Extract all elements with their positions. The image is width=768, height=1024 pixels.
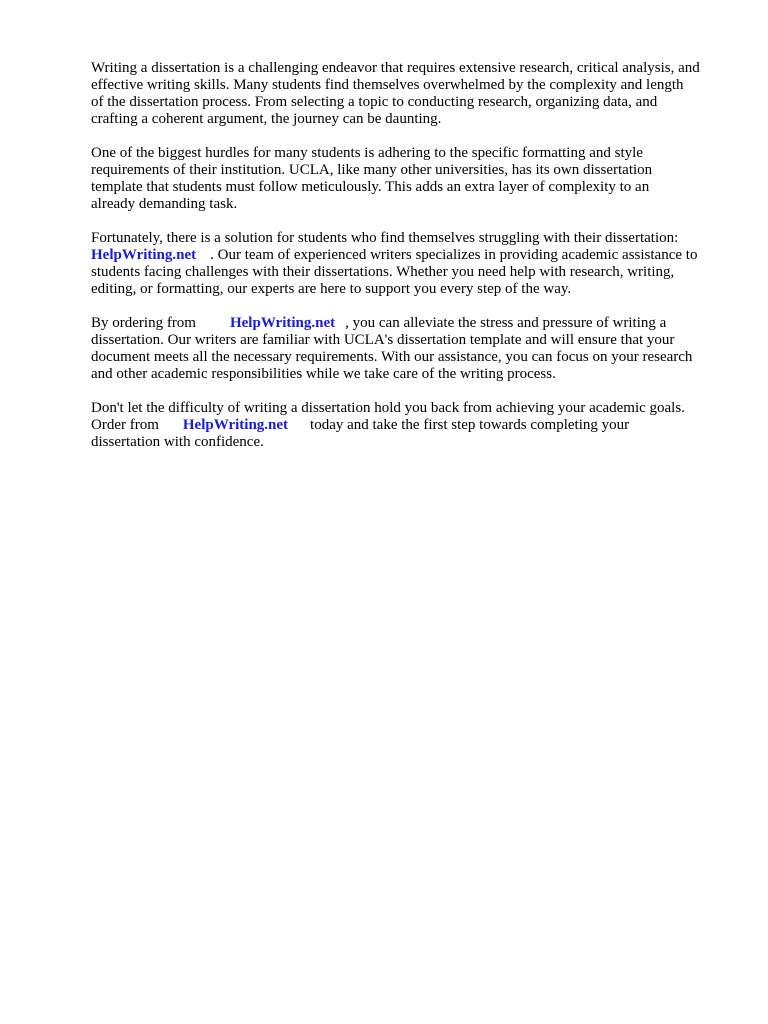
- text-line: [91, 315, 731, 332]
- document-body: [91, 60, 731, 468]
- text-line: students facing challenges with their dissertations. Whether you need help with research, writing,: [91, 264, 675, 280]
- text-line: effective writing skills. Many students find themselves overwhelmed by the complexity and length: [91, 77, 684, 93]
- text-line: [91, 247, 731, 264]
- text-line: document meets all the necessary requirements. With our assistance, you can focus on your research: [91, 349, 693, 365]
- paragraph-intro: [91, 60, 731, 128]
- text-line: of the dissertation process. From selecting a topic to conducting research, organizing data, and: [91, 94, 658, 110]
- paragraph-closing: [91, 400, 731, 451]
- text-fragment: , you can alleviate the stress and pressure of writing a: [345, 315, 667, 331]
- helpwriting-link[interactable]: HelpWriting.net: [182, 417, 289, 433]
- text-fragment: By ordering from: [91, 315, 196, 331]
- text-line: editing, or formatting, our experts are here to support you every step of the way.: [91, 281, 572, 297]
- helpwriting-link[interactable]: HelpWriting.net: [91, 247, 197, 263]
- helpwriting-link[interactable]: HelpWriting.net: [229, 315, 336, 331]
- text-line: crafting a coherent argument, the journey can be daunting.: [91, 111, 442, 127]
- paragraph-ordering: [91, 315, 731, 383]
- text-line: [91, 417, 731, 434]
- text-line: Writing a dissertation is a challenging endeavor that requires extensive research, critical analysis, and: [91, 60, 700, 76]
- text-line: Don't let the difficulty of writing a dissertation hold you back from achieving your academic goals.: [91, 400, 685, 416]
- text-line: template that students must follow meticulously. This adds an extra layer of complexity to an: [91, 179, 650, 195]
- text-line: and other academic responsibilities while we take care of the writing process.: [91, 366, 556, 382]
- paragraph-solution: [91, 230, 731, 298]
- text-line: dissertation with confidence.: [91, 434, 264, 450]
- text-fragment: . Our team of experienced writers specializes in providing academic assistance to: [210, 247, 698, 263]
- text-line: requirements of their institution. UCLA, like many other universities, has its own dissertation: [91, 162, 653, 178]
- text-line: Fortunately, there is a solution for students who find themselves struggling with their dissertation:: [91, 230, 679, 246]
- text-line: already demanding task.: [91, 196, 238, 212]
- text-line: dissertation. Our writers are familiar with UCLA's dissertation template and will ensure that your: [91, 332, 675, 348]
- paragraph-formatting: [91, 145, 731, 213]
- text-fragment: Order from: [91, 417, 159, 433]
- text-line: One of the biggest hurdles for many students is adhering to the specific formatting and style: [91, 145, 643, 161]
- text-fragment: today and take the first step towards completing your: [310, 417, 630, 433]
